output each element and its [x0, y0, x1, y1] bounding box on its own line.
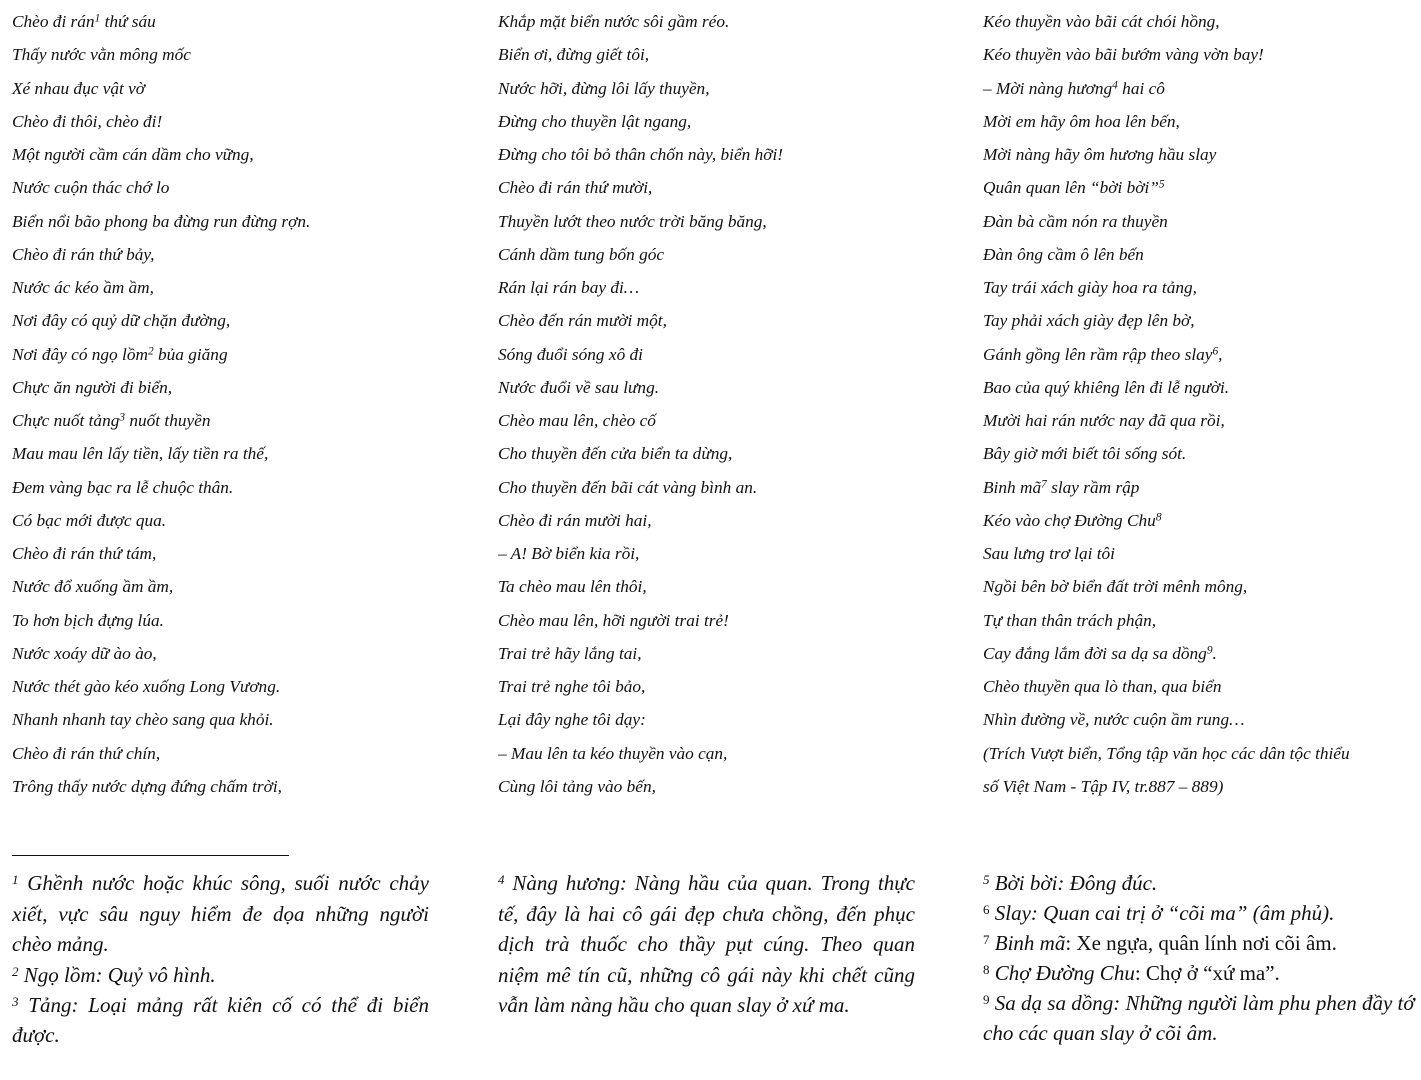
- poem-line: [12, 376, 442, 409]
- poem-line-text: Kéo thuyền vào bãi bướm vàng vờn bay!: [983, 45, 1264, 65]
- footnote-7: [983, 928, 1415, 958]
- poem-line-text: Cùng lôi tảng vào bến,: [498, 776, 656, 796]
- poem-line: [498, 210, 928, 243]
- footnote-reference: 7: [1041, 477, 1047, 490]
- poem-line-text: Cánh dầm tung bốn góc: [498, 244, 665, 264]
- footnote-reference: 6: [1212, 344, 1219, 357]
- poem-line: [983, 276, 1415, 309]
- poem-line-text: Nước xoáy dữ ào ào,: [12, 643, 157, 663]
- poem-line-text: Cho thuyền đến bãi cát vàng bình an.: [498, 477, 758, 497]
- poem-line-text: ,: [1218, 344, 1223, 364]
- poem-line: [983, 476, 1415, 509]
- poem-line: [498, 675, 928, 708]
- poem-line-text: Đàn bà cầm nón ra thuyền: [983, 211, 1168, 231]
- poem-line: [12, 609, 442, 642]
- footnote-term: Sa dạ sa dồng: [989, 991, 1114, 1015]
- poem-line-text: Xé nhau đục vật vờ: [12, 78, 146, 98]
- poem-line: [12, 43, 442, 76]
- poem-line: [983, 77, 1415, 110]
- poem-line-text: Trông thấy nước dựng đứng chấm trời,: [12, 776, 282, 796]
- poem-line: [12, 309, 442, 342]
- footnote-number: 8: [983, 962, 990, 978]
- poem-line-text: Chèo đến rán mười một,: [498, 311, 667, 331]
- poem-line-text: Một người cầm cán dầm cho vững,: [12, 145, 254, 164]
- poem-line: [12, 10, 442, 43]
- poem-line-text: Biển ơi, đừng giết tôi,: [498, 45, 650, 65]
- poem-line: [498, 542, 928, 575]
- poem-line: [12, 409, 442, 442]
- poem-line: [498, 343, 928, 376]
- poem-line: [498, 476, 928, 509]
- poem-line-text: Bao của quý khiêng lên đi lễ người.: [983, 377, 1230, 397]
- footnote-5: [983, 868, 1415, 898]
- poem-line-text: Lại đây nghe tôi dạy:: [498, 710, 646, 730]
- poem-line-text: Chèo thuyền qua lò than, qua biển: [983, 677, 1222, 696]
- footnote-reference: 5: [1158, 178, 1165, 191]
- poem-line: [12, 276, 442, 309]
- footnote-text: Ghềnh nước hoặc khúc sông, suối nước chảy xiết, vực sâu nguy hiểm đe dọa những người chèo mảng.: [12, 871, 429, 956]
- poem-line: [983, 376, 1415, 409]
- footnotes-column-2: [498, 868, 915, 1021]
- footnote-number: 1: [12, 872, 19, 888]
- poem-line-text: Nước đuổi về sau lưng.: [498, 377, 660, 397]
- poem-line: [12, 143, 442, 176]
- poem-line: [983, 110, 1415, 143]
- poem-line: [983, 509, 1415, 542]
- poem-line: [498, 309, 928, 342]
- poem-line-text: Đừng cho tôi bỏ thân chốn này, biển hỡi!: [498, 145, 784, 164]
- poem-line: [983, 10, 1415, 43]
- footnotes-column-3: [983, 868, 1415, 1048]
- poem-line-text: Chèo đi thôi, chèo đi!: [12, 111, 163, 131]
- poem-line: [983, 176, 1415, 209]
- poem-line: [498, 376, 928, 409]
- poem-line-text: Nước cuộn thác chớ lo: [12, 178, 170, 198]
- footnote-text: Nàng hương: Nàng hầu của quan. Trong thực tế, đây là hai cô gái đẹp chưa chồng, đến phục dịch trà thuốc cho thầy pụt cúng. Theo quan niệm mê tín cũ, những cô gái này khi chết cũng vẫn làm nàng hầu cho quan slay ở xứ ma.: [498, 871, 915, 1017]
- poem-line-text: số Việt Nam - Tập IV, tr.887 – 889): [983, 776, 1224, 796]
- poem-line-text: Nước hỡi, đừng lôi lấy thuyền,: [498, 78, 710, 98]
- poem-line-text: thứ sáu: [100, 12, 156, 31]
- footnote-number: 3: [12, 993, 19, 1009]
- footnote-2: [12, 960, 429, 990]
- poem-line-text: Bây giờ mới biết tôi sống sót.: [983, 444, 1187, 464]
- poem-line-text: .: [1212, 643, 1217, 663]
- footnote-definition: Đông đúc.: [1064, 871, 1158, 895]
- footnote-definition: : Những người làm phu phen đầy tớ cho các quan slay ở cõi âm.: [983, 991, 1415, 1045]
- poem-line: [498, 509, 928, 542]
- poem-line-text: Kéo vào chợ Đường Chu: [983, 510, 1156, 530]
- poem-line-text: Chèo mau lên, hỡi người trai trẻ!: [498, 610, 729, 630]
- poem-line-text: – A! Bờ biển kia rồi,: [498, 544, 640, 563]
- poem-line-text: (Trích Vượt biển, Tổng tập văn học các dân tộc thiểu: [983, 743, 1350, 763]
- poem-line: [983, 775, 1415, 808]
- poem-line-text: Chèo đi rán thứ tám,: [12, 544, 157, 563]
- poem-line-text: Thuyền lướt theo nước trời băng băng,: [498, 211, 767, 231]
- poem-line-text: Đem vàng bạc ra lễ chuộc thân.: [12, 477, 234, 497]
- poem-line-text: Có bạc mới được qua.: [12, 510, 167, 530]
- poem-line: [12, 742, 442, 775]
- poem-line: [498, 276, 928, 309]
- footnotes-column-1: [12, 868, 429, 1051]
- poem-line-text: Cay đắng lắm đời sa dạ sa dồng: [983, 643, 1207, 663]
- footnote-reference: 1: [94, 12, 101, 25]
- poem-line-text: Sóng đuổi sóng xô đi: [498, 344, 643, 364]
- poem-column-3: [983, 10, 1415, 808]
- poem-line-text: Chèo mau lên, chèo cố: [498, 411, 656, 430]
- footnote-number: 4: [498, 872, 505, 888]
- footnote-number: 2: [12, 963, 19, 979]
- poem-line-text: Mời em hãy ôm hoa lên bến,: [983, 111, 1180, 131]
- poem-line-text: Đừng cho thuyền lật ngang,: [498, 111, 692, 131]
- footnote-number: 7: [983, 932, 990, 948]
- poem-line-text: Biển nổi bão phong ba đừng run đừng rợn.: [12, 211, 311, 231]
- poem-line-text: Nơi đây có ngọ lồm: [12, 344, 148, 364]
- footnote-reference: 4: [1112, 78, 1118, 91]
- poem-line-text: – Mời nàng hương: [983, 78, 1113, 98]
- poem-line: [498, 575, 928, 608]
- poem-line: [498, 43, 928, 76]
- poem-line-text: Nước ác kéo ầm ầm,: [12, 278, 154, 297]
- poem-line-text: Mười hai rán nước nay đã qua rồi,: [983, 411, 1225, 430]
- poem-line: [498, 642, 928, 675]
- poem-line: [983, 343, 1415, 376]
- poem-line: [12, 542, 442, 575]
- footnote-text: Ngọ lồm: Quỷ vô hình.: [18, 962, 216, 987]
- poem-line-text: Thấy nước vằn mông mốc: [12, 45, 191, 65]
- poem-line: [12, 442, 442, 475]
- poem-line: [12, 110, 442, 143]
- footnote-text: Tảng: Loại mảng rất kiên cố có thể đi biển được.: [12, 992, 429, 1047]
- footnote-3: [12, 990, 429, 1051]
- poem-line-text: Sau lưng trơ lại tôi: [983, 544, 1115, 563]
- footnote-term: Slay:: [989, 901, 1038, 925]
- poem-line-text: Chực nuốt tảng: [12, 411, 120, 430]
- poem-line-text: Chèo đi rán thứ bảy,: [12, 244, 155, 264]
- poem-line: [12, 642, 442, 675]
- poem-line: [983, 742, 1415, 775]
- poem-line-text: Ta chèo mau lên thôi,: [498, 577, 647, 597]
- poem-line: [498, 143, 928, 176]
- footnote-definition: Quan cai trị ở “cõi ma” (âm phủ).: [1037, 901, 1335, 925]
- footnote-definition: : Xe ngựa, quân lính nơi cõi âm.: [1065, 931, 1337, 955]
- poem-line: [12, 243, 442, 276]
- footnote-reference: 9: [1206, 644, 1213, 657]
- poem-line-text: Tay phải xách giày đẹp lên bờ,: [983, 311, 1195, 331]
- poem-line-text: Trai trẻ hãy lắng tai,: [498, 643, 642, 663]
- footnote-reference: 3: [119, 411, 126, 424]
- poem-line: [498, 176, 928, 209]
- poem-line-text: Nước đổ xuống ầm ầm,: [12, 577, 174, 597]
- footnote-6: [983, 898, 1415, 928]
- footnote-number: 6: [983, 902, 990, 918]
- poem-line: [498, 442, 928, 475]
- poem-line: [498, 110, 928, 143]
- poem-line-text: Kéo thuyền vào bãi cát chói hồng,: [983, 12, 1220, 31]
- poem-line: [498, 243, 928, 276]
- poem-line-text: Chèo đi rán thứ chín,: [12, 743, 161, 763]
- poem-line: [983, 609, 1415, 642]
- poem-line-text: Nhanh nhanh tay chèo sang qua khỏi.: [12, 710, 274, 730]
- poem-line: [498, 742, 928, 775]
- poem-line-text: Chèo đi rán mười hai,: [498, 510, 652, 530]
- poem-line-text: bủa giăng: [153, 344, 228, 364]
- footnote-number: 5: [983, 872, 990, 888]
- footnote-8: [983, 958, 1415, 988]
- poem-line: [12, 708, 442, 741]
- poem-line: [983, 210, 1415, 243]
- poem-line-text: Nước thét gào kéo xuống Long Vương.: [12, 677, 281, 696]
- poem-line: [12, 775, 442, 808]
- footnote-term: Bời bời:: [989, 871, 1065, 895]
- footnote-9: [983, 988, 1415, 1048]
- poem-line: [498, 775, 928, 808]
- poem-line-text: Gánh gồng lên rầm rập theo slay: [983, 344, 1213, 364]
- poem-line-text: Nhìn đường về, nước cuộn ầm rung…: [983, 710, 1245, 730]
- poem-line: [12, 476, 442, 509]
- footnote-number: 9: [983, 992, 990, 1008]
- poem-line: [12, 575, 442, 608]
- poem-line-text: Đàn ông cầm ô lên bến: [983, 244, 1144, 264]
- poem-line-text: Nơi đây có quỷ dữ chặn đường,: [12, 311, 231, 331]
- poem-line: [983, 542, 1415, 575]
- poem-line-text: hai cô: [1117, 78, 1165, 98]
- footnote-1: [12, 868, 429, 960]
- poem-line: [983, 442, 1415, 475]
- poem-line: [12, 176, 442, 209]
- poem-line-text: Ngồi bên bờ biển đất trời mênh mông,: [983, 577, 1248, 597]
- poem-line: [983, 708, 1415, 741]
- footnote-separator: [12, 855, 289, 856]
- poem-column-2: [498, 10, 928, 808]
- poem-line-text: Cho thuyền đến cửa biển ta dừng,: [498, 444, 733, 464]
- poem-line-text: Binh mã: [983, 477, 1042, 497]
- poem-line: [983, 675, 1415, 708]
- poem-line: [12, 675, 442, 708]
- poem-line-text: To hơn bịch đựng lúa.: [12, 610, 164, 630]
- footnote-term: Binh mã: [989, 931, 1066, 955]
- poem-line-text: Chèo đi rán thứ mười,: [498, 178, 653, 198]
- poem-line-text: Khắp mặt biển nước sôi gầm réo.: [498, 12, 730, 31]
- poem-line: [498, 10, 928, 43]
- poem-line-text: nuốt thuyền: [125, 411, 211, 430]
- poem-line: [983, 243, 1415, 276]
- poem-line-text: – Mau lên ta kéo thuyền vào cạn,: [498, 743, 728, 763]
- poem-line-text: Chực ăn người đi biển,: [12, 377, 173, 397]
- poem-line: [983, 143, 1415, 176]
- poem-line: [983, 43, 1415, 76]
- poem-line: [983, 409, 1415, 442]
- footnote-reference: 2: [147, 344, 154, 357]
- poem-line-text: Mời nàng hãy ôm hương hầu slay: [983, 145, 1217, 164]
- poem-line: [983, 575, 1415, 608]
- poem-line-text: slay rầm rập: [1046, 477, 1140, 497]
- poem-line: [983, 309, 1415, 342]
- poem-line: [983, 642, 1415, 675]
- poem-line: [12, 343, 442, 376]
- poem-line-text: Quân quan lên “bời bời”: [983, 178, 1159, 198]
- footnote-term: Chợ Đường Chu: [989, 961, 1135, 985]
- poem-line-text: Mau mau lên lấy tiền, lấy tiền ra thế,: [12, 444, 269, 464]
- poem-line-text: Rán lại rán bay đi…: [498, 278, 640, 297]
- poem-line-text: Tay trái xách giày hoa ra tảng,: [983, 278, 1197, 297]
- poem-column-1: [12, 10, 442, 808]
- poem-line: [12, 509, 442, 542]
- poem-line-text: Chèo đi rán: [12, 12, 95, 31]
- footnote-reference: 8: [1155, 511, 1162, 524]
- poem-line-text: Tự than thân trách phận,: [983, 610, 1157, 630]
- poem-line: [498, 409, 928, 442]
- poem-line-text: Trai trẻ nghe tôi bảo,: [498, 677, 646, 696]
- poem-line: [498, 77, 928, 110]
- poem-line: [12, 210, 442, 243]
- footnote-4: [498, 868, 915, 1021]
- footnote-definition: : Chợ ở “xứ ma”.: [1134, 961, 1280, 985]
- poem-line: [12, 77, 442, 110]
- poem-line: [498, 609, 928, 642]
- poem-line: [498, 708, 928, 741]
